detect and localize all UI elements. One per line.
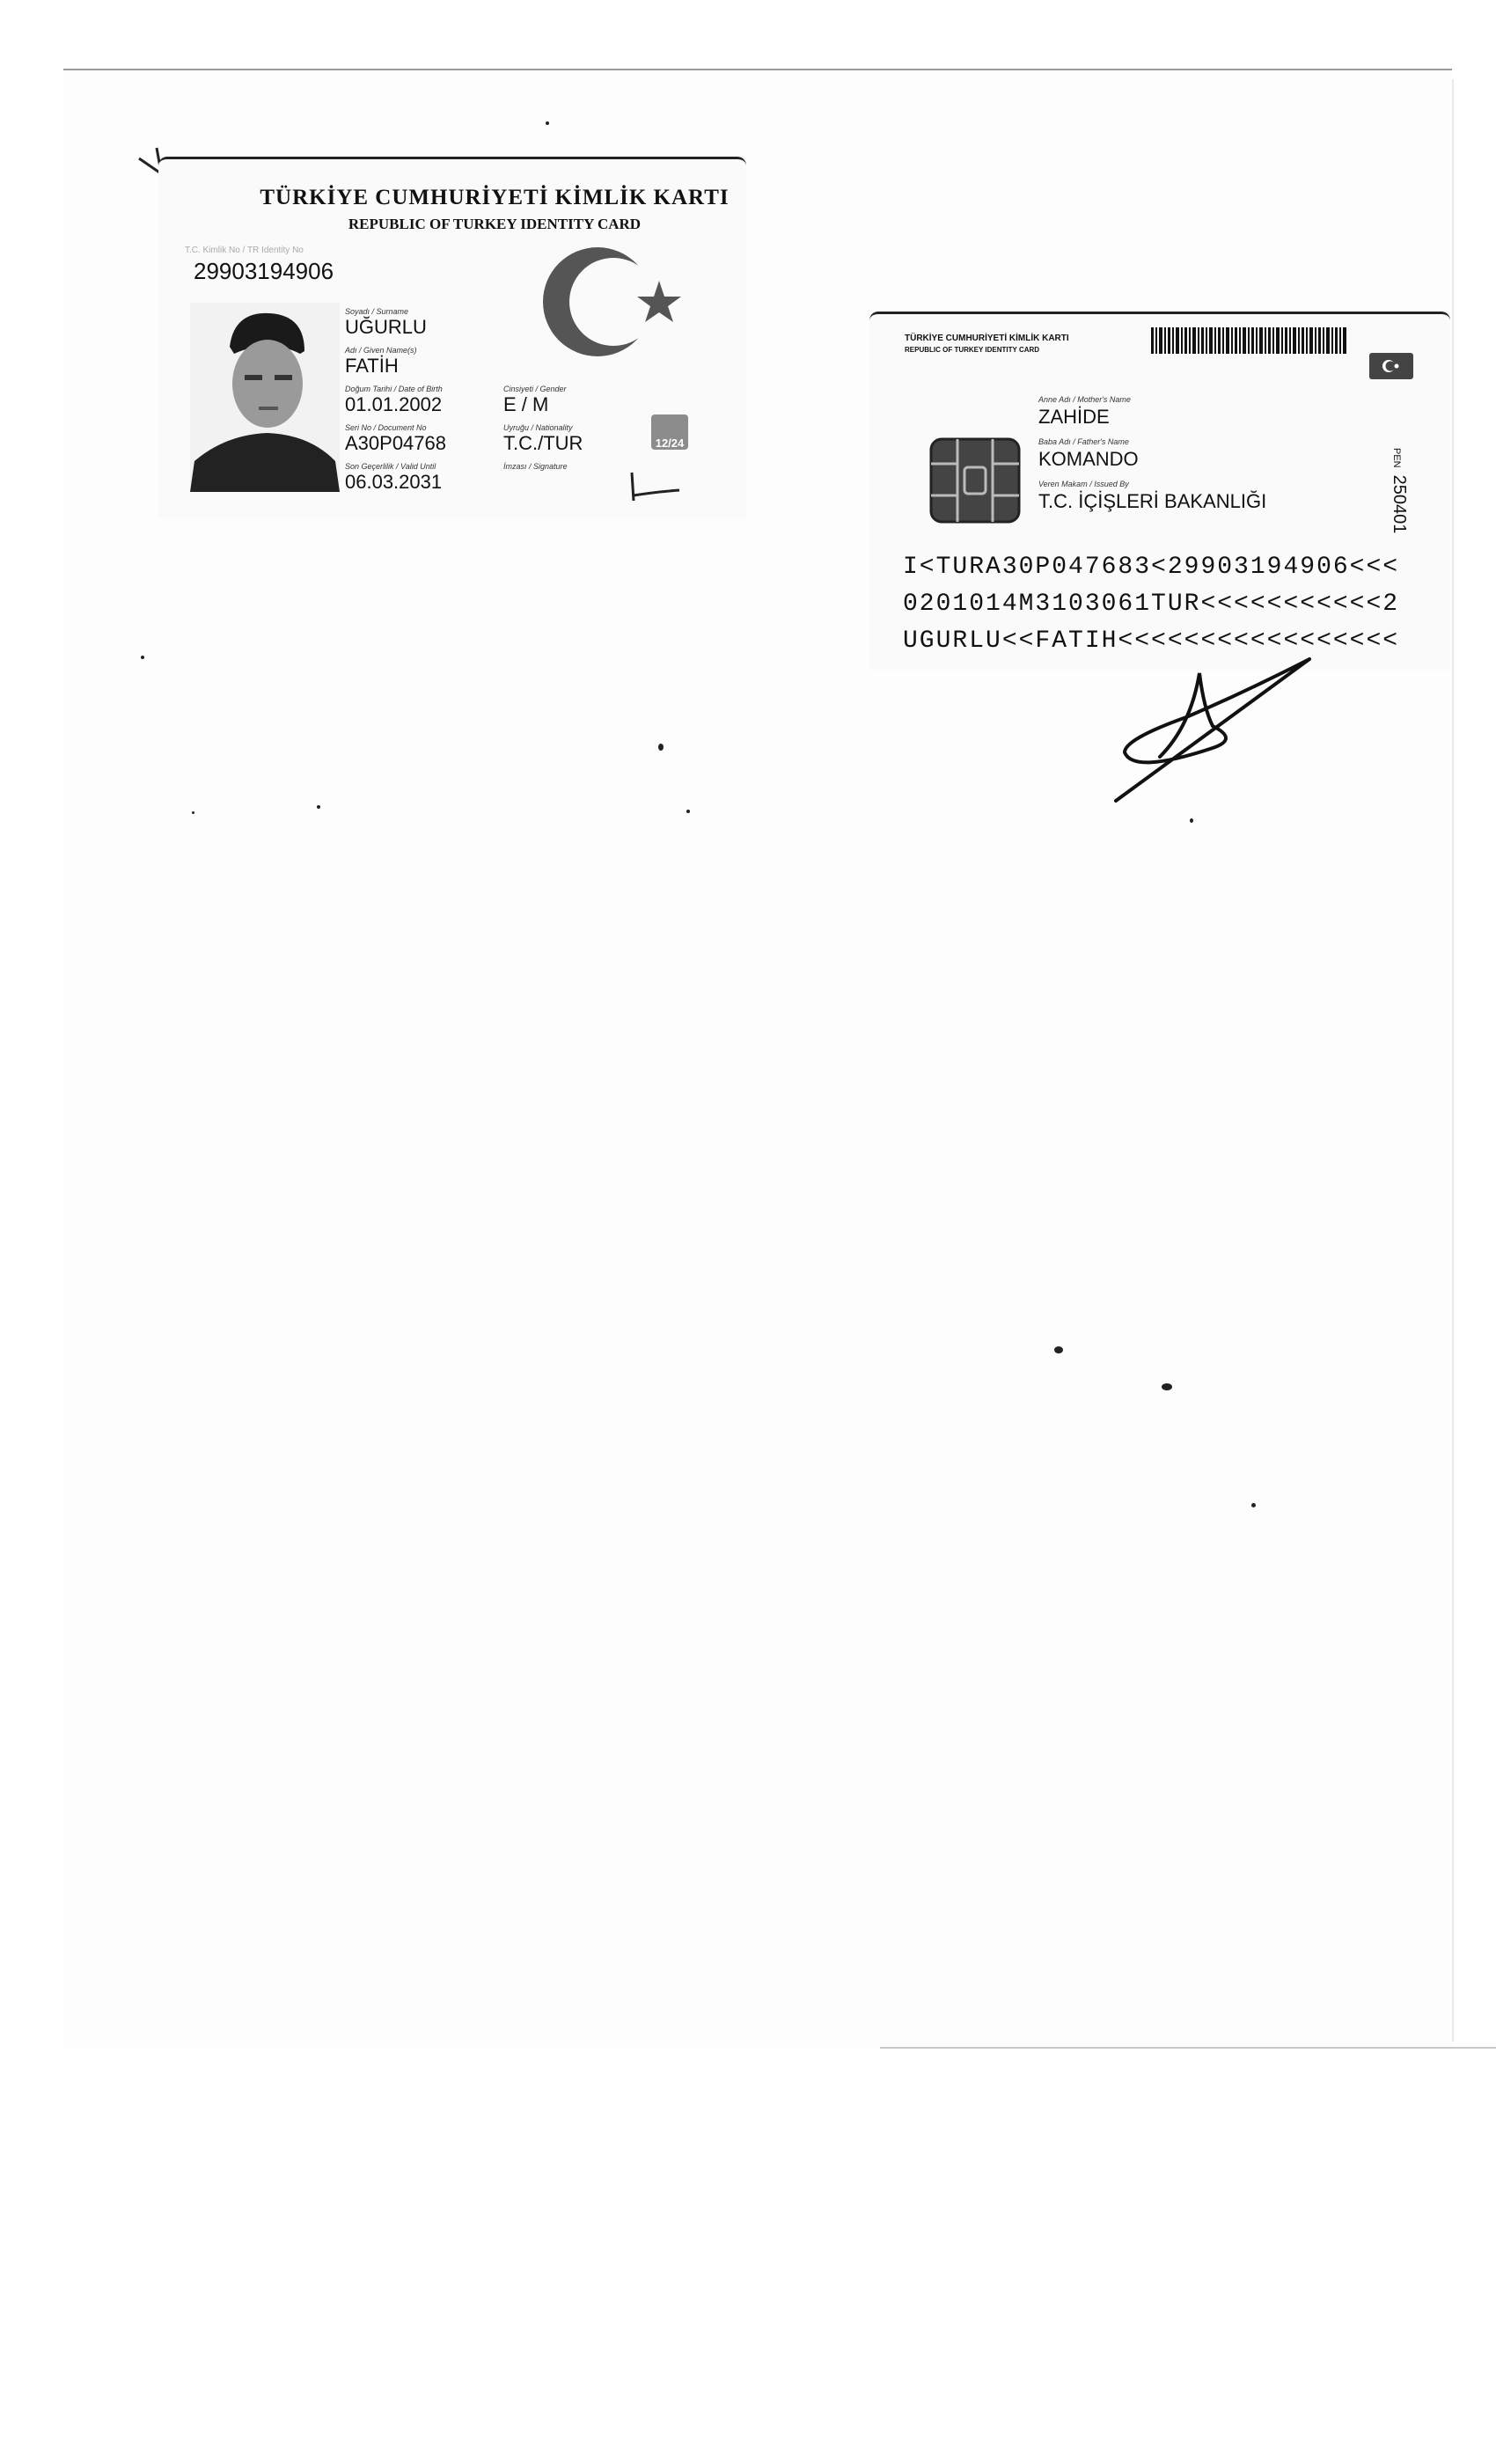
father-name-value: KOMANDO: [1038, 448, 1139, 470]
tc-number-label: T.C. Kimlik No / TR Identity No: [185, 246, 304, 255]
back-card-title: TÜRKİYE CUMHURİYETİ KİMLİK KARTI: [905, 334, 1069, 343]
scan-speck: [658, 744, 664, 751]
issued-by-label: Veren Makam / Issued By: [1038, 480, 1129, 488]
given-name-label: Adı / Given Name(s): [345, 346, 417, 355]
dob-label: Doğum Tarihi / Date of Birth: [345, 385, 443, 393]
serial-value: 250401: [1390, 474, 1409, 534]
scan-speck: [317, 805, 320, 809]
scan-speck: [192, 811, 194, 814]
handwritten-signature: [1107, 656, 1318, 805]
chip-icon: [929, 437, 1021, 524]
surname-label: Soyadı / Surname: [345, 307, 409, 316]
nationality-label: Uyruğu / Nationality: [503, 423, 573, 432]
flag-mini-icon: [1369, 353, 1413, 379]
gender-value: E / M: [503, 393, 549, 415]
mother-name-label: Anne Adı / Mother's Name: [1038, 395, 1131, 404]
crescent-star-icon: [543, 240, 701, 363]
mrz-line-1: I<TURA30P047683<29903194906<<<: [903, 554, 1400, 581]
card-title: TÜRKİYE CUMHURİYETİ KİMLİK KARTI: [260, 186, 730, 209]
father-name-label: Baba Adı / Father's Name: [1038, 437, 1129, 446]
scan-speck: [546, 121, 549, 125]
serial-prefix: PEN: [1391, 448, 1402, 468]
ghost-image-badge: 12/24: [651, 414, 688, 450]
scan-edge-right: [1452, 79, 1454, 2042]
portrait-photo: [190, 303, 340, 492]
scan-speck: [1190, 818, 1193, 823]
given-name-value: FATİH: [345, 355, 399, 377]
id-card-front: [158, 157, 746, 518]
mother-name-value: ZAHİDE: [1038, 406, 1110, 428]
dob-value: 01.01.2002: [345, 393, 443, 415]
scan-speck: [1162, 1383, 1172, 1390]
scan-speck: [141, 656, 144, 659]
serial-number: [1389, 448, 1409, 533]
front-signature: [625, 469, 686, 504]
document-number-label: Seri No / Document No: [345, 423, 427, 432]
signature-label: İmzası / Signature: [503, 462, 568, 471]
scan-edge-bottom: [880, 2047, 1496, 2049]
mrz-line-2: 0201014M3103061TUR<<<<<<<<<<<2: [903, 590, 1400, 618]
gender-label: Cinsiyeti / Gender: [503, 385, 567, 393]
mrz-line-3: UGURLU<<FATIH<<<<<<<<<<<<<<<<<: [903, 627, 1400, 655]
id-card-back: [869, 312, 1450, 670]
card-subtitle: REPUBLIC OF TURKEY IDENTITY CARD: [348, 216, 642, 232]
issued-by-value: T.C. İÇİŞLERİ BAKANLIĞI: [1038, 490, 1267, 512]
tc-number: 29903194906: [194, 258, 334, 284]
scan-speck: [686, 810, 690, 813]
valid-until-value: 06.03.2031: [345, 471, 443, 493]
scan-speck: [1251, 1503, 1256, 1507]
valid-until-label: Son Geçerlilik / Valid Until: [345, 462, 436, 471]
surname-value: UĞURLU: [345, 316, 427, 338]
document-number-value: A30P04768: [345, 432, 446, 454]
back-card-subtitle: REPUBLIC OF TURKEY IDENTITY CARD: [905, 346, 1040, 354]
barcode: [1151, 327, 1346, 354]
nationality-value: T.C./TUR: [503, 432, 583, 454]
scan-speck: [1054, 1346, 1063, 1353]
